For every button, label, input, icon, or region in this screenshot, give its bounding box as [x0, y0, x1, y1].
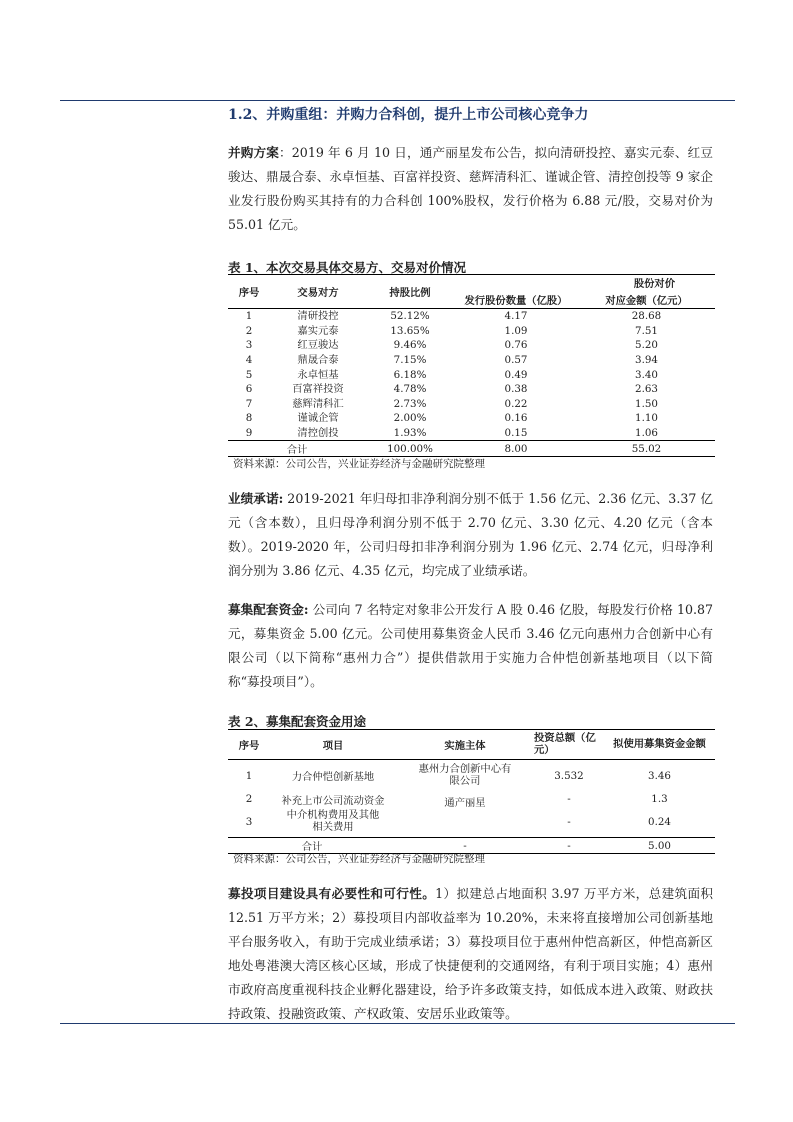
project-paragraph — [228, 882, 713, 1026]
merger-plan-paragraph — [228, 141, 713, 237]
t1-cell-no: 6 — [245, 383, 253, 396]
t2-cell-no: 1 — [245, 769, 253, 782]
t1-cell-amount: 2.63 — [635, 383, 658, 396]
performance-text: 2019-2021 年归母扣非净利润分别不低于 1.56 亿元、2.36 亿元、3.37 亿元（含本数），且归母净利润分别不低于 2.70 亿元、3.30 亿元、4.20 亿元（含本数）。2019-2020 年，公司归母扣非净利润分别为 1.96 亿元、2.74 亿元，归母净利润分别为 3.86 亿元、4.35 亿元，均完成了业绩承诺。 — [228, 491, 713, 578]
t1-cell-no: 9 — [245, 427, 253, 440]
t2-cell-invest: - — [567, 815, 571, 828]
t1-cell-amount: 5.20 — [635, 339, 658, 352]
t1-cell-no: 3 — [245, 339, 253, 352]
fundraising-paragraph — [228, 598, 713, 694]
table1-source: 资料来源：公司公告，兴业证券经济与金融研究院整理 — [233, 458, 485, 470]
t1-cell-shares: 0.76 — [504, 339, 528, 352]
t1-cell-party: 嘉实元泰 — [297, 324, 339, 337]
t1-cell-ratio: 7.15% — [393, 354, 427, 367]
t1-cell-party: 鼎晟合泰 — [297, 354, 339, 367]
t1-cell-ratio: 9.46% — [393, 339, 427, 352]
t2-cell-entity: 通产丽星 — [444, 796, 486, 809]
t2-cell-item: 中介机构费用及其他相关费用 — [286, 809, 380, 833]
project-lead: 募投项目建设具有必要性和可行性。 — [228, 886, 436, 901]
t1-cell-amount: 3.94 — [635, 354, 658, 367]
t1-cell-party: 慈辉清科汇 — [292, 397, 344, 410]
table1-caption: 表 1、本次交易具体交易方、交易对价情况 — [228, 260, 467, 275]
t2-cell-item: 补充上市公司流动资金 — [281, 794, 385, 807]
table-row — [228, 309, 715, 324]
t1-total-label: 合计 — [286, 444, 308, 457]
table-row — [228, 367, 715, 382]
t1-cell-shares: 4.17 — [504, 310, 528, 323]
t1-total-shares: 8.00 — [504, 442, 528, 455]
merger-plan-lead: 并购方案 — [228, 145, 280, 160]
table-row — [228, 411, 715, 426]
t1-cell-no: 5 — [245, 368, 253, 381]
t1-cell-shares: 0.57 — [504, 354, 528, 367]
t2-cell-use: 0.24 — [648, 815, 671, 828]
t2-header-invest: 投资总额（亿元） — [534, 732, 596, 756]
t1-cell-shares: 0.38 — [504, 383, 528, 396]
t1-header-ratio: 持股比例 — [389, 287, 431, 299]
t1-cell-amount: 28.68 — [631, 310, 662, 323]
section-title: 1.2、并购重组：并购力合科创，提升上市公司核心竞争力 — [228, 107, 589, 123]
header-rule — [60, 100, 735, 101]
t1-cell-ratio: 2.00% — [393, 412, 427, 425]
t1-cell-amount: 1.10 — [635, 412, 658, 425]
t1-cell-shares: 0.16 — [504, 412, 528, 425]
t1-cell-amount: 7.51 — [635, 324, 658, 337]
t2-header-use: 拟使用募集资金金额 — [613, 737, 706, 750]
t1-header-group: 股份对价 — [633, 278, 675, 290]
fund-use-table — [228, 729, 715, 854]
t1-cell-party: 谨诚企管 — [297, 412, 339, 425]
t2-header-item: 项目 — [322, 740, 344, 752]
t2-total-label: 合计 — [301, 841, 323, 853]
t2-cell-no: 2 — [245, 793, 253, 805]
t1-cell-party: 红豆骏达 — [297, 339, 339, 352]
table-row — [228, 760, 715, 792]
t1-cell-ratio: 2.73% — [393, 397, 427, 410]
footer-rule — [60, 1023, 735, 1024]
t1-cell-no: 4 — [245, 354, 253, 367]
t1-cell-amount: 1.06 — [635, 427, 658, 440]
table2-source: 资料来源：公司公告，兴业证券经济与金融研究院整理 — [233, 853, 485, 865]
fundraising-lead: 募集配套资金: — [228, 602, 309, 617]
t1-total-ratio: 100.00% — [387, 442, 433, 455]
table-row — [228, 397, 715, 412]
t2-cell-invest: - — [567, 793, 571, 805]
t1-cell-amount: 3.40 — [635, 368, 658, 381]
t2-cell-invest: 3.532 — [554, 769, 584, 782]
fundraising-text: 公司向 7 名特定对象非公开发行 A 股 0.46 亿股，每股发行价格 10.87 元，募集资金 5.00 亿元。公司使用募集资金人民币 3.46 亿元向惠州力合创新中心有限公司（以下简称“惠州力合”）提供借款用于实施力合仲恺创新基地项目（以下简称“募投项目”）。 — [228, 602, 713, 689]
t2-total-invest: - — [567, 839, 571, 852]
t2-header-no: 序号 — [238, 740, 260, 752]
t1-cell-no: 2 — [245, 324, 253, 337]
transaction-table — [228, 274, 715, 457]
t1-header-no: 序号 — [238, 287, 260, 299]
t1-cell-ratio: 6.18% — [393, 368, 427, 381]
t2-cell-use: 3.46 — [648, 769, 671, 782]
t1-cell-party: 清研投控 — [297, 310, 339, 323]
t2-header-entity: 实施主体 — [444, 740, 486, 752]
t1-cell-shares: 1.09 — [504, 324, 528, 337]
t1-cell-no: 1 — [245, 310, 253, 323]
t1-header-shares: 发行股份数量（亿股） — [464, 294, 568, 307]
t1-header-amount: 对应金额（亿元） — [605, 294, 688, 307]
table-row — [228, 382, 715, 397]
t1-cell-amount: 1.50 — [635, 397, 658, 410]
table-row — [228, 353, 715, 368]
table-row — [228, 792, 715, 807]
table-row — [228, 338, 715, 353]
t1-cell-shares: 0.15 — [504, 427, 528, 440]
table-row — [228, 324, 715, 339]
table2-caption: 表 2、募集配套资金用途 — [228, 714, 367, 729]
t2-cell-use: 1.3 — [651, 793, 668, 805]
t1-cell-party: 百富祥投资 — [292, 383, 344, 396]
t1-total-amount: 55.02 — [631, 442, 662, 455]
t1-cell-ratio: 52.12% — [390, 310, 430, 323]
performance-lead: 业绩承诺: — [228, 491, 284, 506]
performance-paragraph — [228, 487, 713, 583]
t2-cell-entity: 惠州力合创新中心有限公司 — [418, 763, 512, 787]
project-text: 1）拟建总占地面积 3.97 万平方米，总建筑面积 12.51 万平方米；2）募投项目内部收益率为 10.20%，未来将直接增加公司创新基地平台服务收入，有助于完成业绩承诺；3）募投项目位于惠州仲恺高新区，仲恺高新区地处粤港澳大湾区核心区域，形成了快捷便利的交通网络，有利于项目实施；4）惠州市政府高度重视科技企业孵化器建设，给予许多政策支持，如低成本进入政策、财政扶持政策、投融资政策、产权政策、安居乐业政策等。 — [228, 886, 714, 1021]
t2-total-use: 5.00 — [648, 839, 671, 852]
t1-cell-no: 7 — [245, 397, 253, 410]
t1-cell-ratio: 13.65% — [390, 324, 430, 337]
t2-cell-item: 力合仲恺创新基地 — [291, 771, 375, 784]
table-total-row — [228, 441, 715, 457]
merger-plan-text: ：2019 年 6 月 10 日，通产丽星发布公告，拟向清研投控、嘉实元泰、红豆骏达、鼎晟合泰、永卓恒基、百富祥投资、慈辉清科汇、谨诚企管、清控创投等 9 家企业发行股份购买其持有的力合科创 100%股权，发行价格为 6.88 元/股，交易对价为 55.01 亿元。 — [228, 145, 713, 232]
t1-cell-ratio: 1.93% — [393, 427, 427, 440]
t1-cell-party: 永卓恒基 — [297, 368, 339, 381]
t1-cell-shares: 0.22 — [504, 397, 528, 410]
t1-header-party: 交易对方 — [297, 287, 339, 299]
t1-cell-no: 8 — [245, 412, 253, 425]
t2-cell-no: 3 — [245, 815, 253, 828]
t2-total-entity: - — [463, 839, 467, 852]
table-row — [228, 426, 715, 441]
t1-cell-party: 清控创投 — [297, 427, 339, 440]
t1-cell-ratio: 4.78% — [393, 383, 427, 396]
t1-cell-shares: 0.49 — [504, 368, 528, 381]
